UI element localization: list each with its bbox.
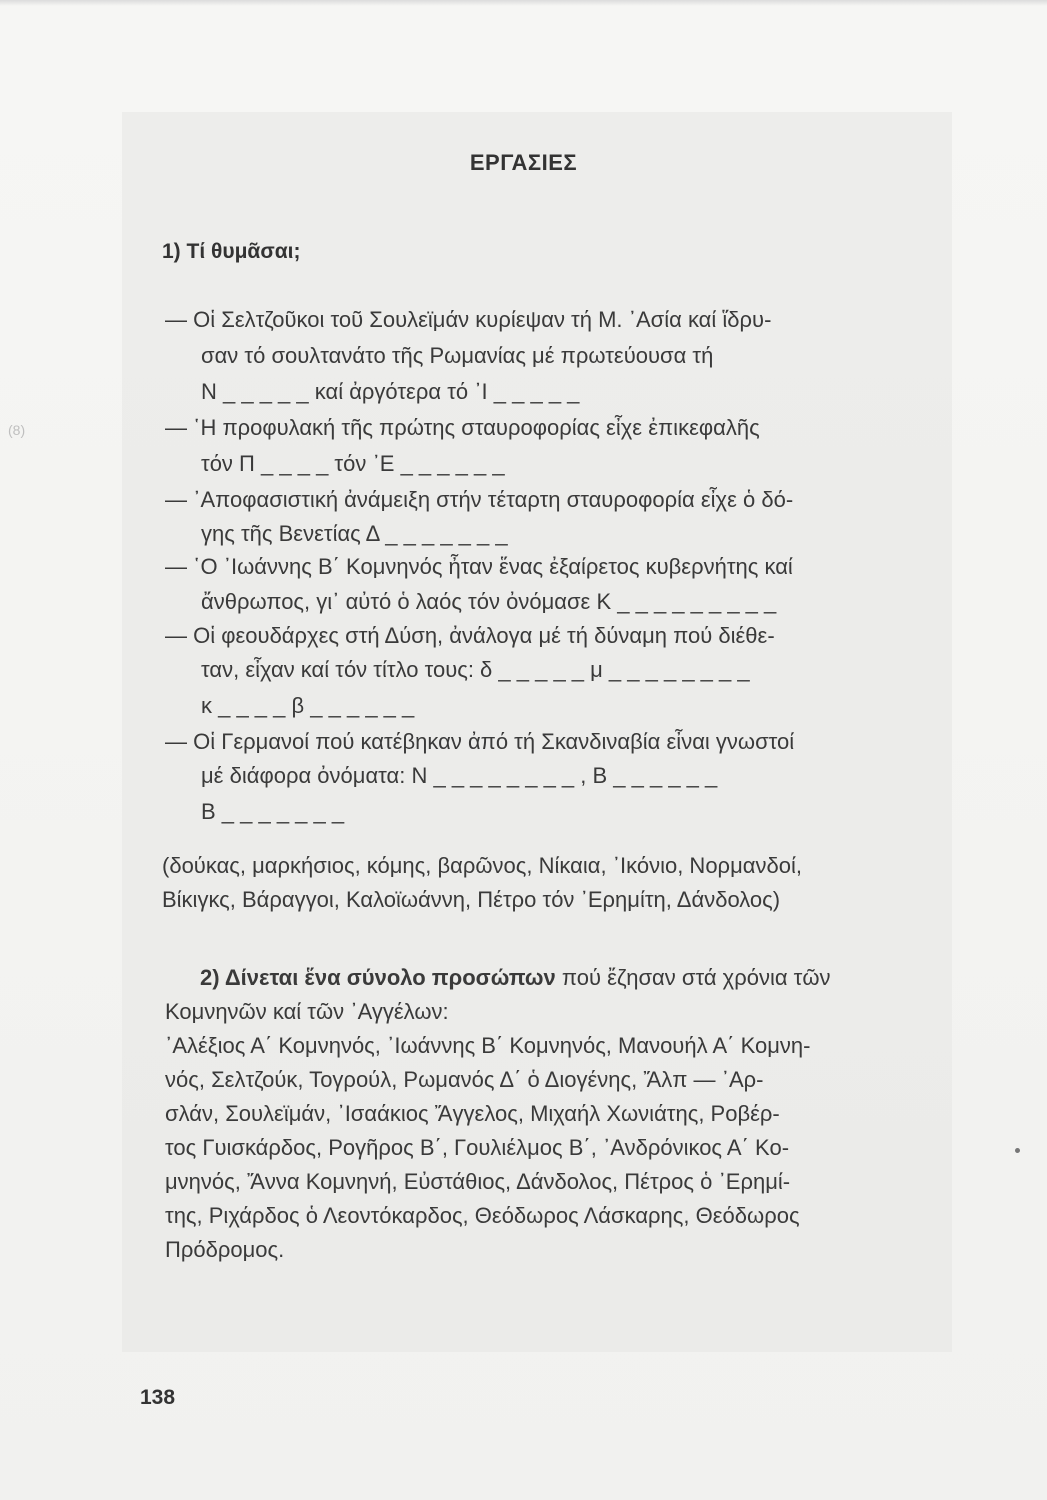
section-1-title: 1) Τί θυμᾶσαι; (162, 240, 301, 263)
section-1-line: — Οἱ Σελτζοῦκοι τοῦ Σουλεϊμάν κυρίεψαν τή Μ. ᾿Ασία καί ἵδρυ- (165, 307, 772, 332)
section-2-line: μνηνός, Ἄννα Κομνηνή, Εὐστάθιος, Δάνδολος, Πέτρος ὁ ᾿Ερημί- (165, 1169, 791, 1194)
section-1-line: τόν Π _ _ _ _ τόν ᾿Ε _ _ _ _ _ _ (201, 451, 505, 476)
options-line-2: Βίκιγκς, Βάραγγοι, Καλοϊωάννη, Πέτρο τόν ᾿Ερημίτη, Δάνδολος) (162, 887, 781, 912)
section-1-line: ἄνθρωπος, γι᾿ αὐτό ὁ λαός τόν ὀνόμασε Κ _ _ _ _ _ _ _ _ _ (201, 589, 777, 614)
page-heading: ΕΡΓΑΣΙΕΣ (469, 150, 578, 175)
section-2-line: της, Ριχάρδος ὁ Λεοντόκαρδος, Θεόδωρος Λάσκαρης, Θεόδωρος (165, 1203, 800, 1228)
section-1-line: μέ διάφορα ὀνόματα: Ν _ _ _ _ _ _ _ _ , Β _ _ _ _ _ _ (201, 763, 718, 788)
margin-dot (1015, 1148, 1020, 1153)
options-line-1: (δούκας, μαρκήσιος, κόμης, βαρῶνος, Νίκαια, ᾿Ικόνιο, Νορμανδοί, (162, 853, 802, 878)
section-2-title: 2) Δίνεται ἕνα σύνολο προσώπων (200, 965, 556, 990)
section-1-line: — Οἱ φεουδάρχες στή Δύση, ἀνάλογα μέ τή δύναμη πού διέθε- (165, 623, 775, 648)
section-1-line: — ῾Ο ᾿Ιωάννης Β΄ Κομνηνός ἦταν ἕνας ἐξαίρετος κυβερνήτης καί (165, 554, 793, 579)
section-2-line: τος Γυισκάρδος, Ρογῆρος Β΄, Γουλιέλμος Β΄, ᾿Ανδρόνικος Α΄ Κο- (165, 1135, 790, 1160)
page-number: 138 (140, 1386, 176, 1409)
section-1-line: σαν τό σουλτανάτο τῆς Ρωμανίας μέ πρωτεύουσα τή (201, 343, 714, 368)
section-1-line: — ᾿Αποφασιστική ἀνάμειξη στήν τέταρτη σταυροφορία εἶχε ὁ δό- (165, 487, 794, 512)
margin-mark: (8) (8, 422, 26, 438)
section-1-line: Ν _ _ _ _ _ καί ἀργότερα τό ᾿Ι _ _ _ _ _ (201, 379, 580, 404)
page-top-edge (0, 0, 1047, 6)
section-2-line: νός, Σελτζούκ, Τογρούλ, Ρωμανός Δ΄ ὁ Διογένης, Ἄλπ — ᾿Αρ- (165, 1067, 764, 1092)
section-1-line: Β _ _ _ _ _ _ _ (201, 799, 345, 824)
section-2-line: Πρόδρομος. (165, 1237, 285, 1262)
section-1-line: — Οἱ Γερμανοί πού κατέβηκαν ἀπό τή Σκανδιναβία εἶναι γνωστοί (165, 729, 795, 754)
section-2-line: Κομνηνῶν καί τῶν ᾿Αγγέλων: (165, 999, 449, 1024)
section-1-line: ταν, εἶχαν καί τόν τίτλο τους: δ _ _ _ _ _ μ _ _ _ _ _ _ _ _ (201, 657, 750, 682)
section-2-intro (200, 964, 831, 992)
section-2-line: ᾿Αλέξιος Α΄ Κομνηνός, ᾿Ιωάννης Β΄ Κομνηνός, Μανουήλ Α΄ Κομνη- (165, 1033, 811, 1058)
section-1-line: κ _ _ _ _ β _ _ _ _ _ _ (201, 693, 415, 718)
section-1-line: γης τῆς Βενετίας Δ _ _ _ _ _ _ _ (201, 521, 508, 546)
section-1-line: — ῾Η προφυλακή τῆς πρώτης σταυροφορίας εἶχε ἐπικεφαλῆς (165, 415, 760, 440)
section-2-intro-rest: πού ἔζησαν στά χρόνια τῶν (555, 965, 831, 990)
section-2-line: σλάν, Σουλεϊμάν, ᾿Ισαάκιος Ἄγγελος, Μιχαήλ Χωνιάτης, Ροβέρ- (165, 1101, 780, 1126)
